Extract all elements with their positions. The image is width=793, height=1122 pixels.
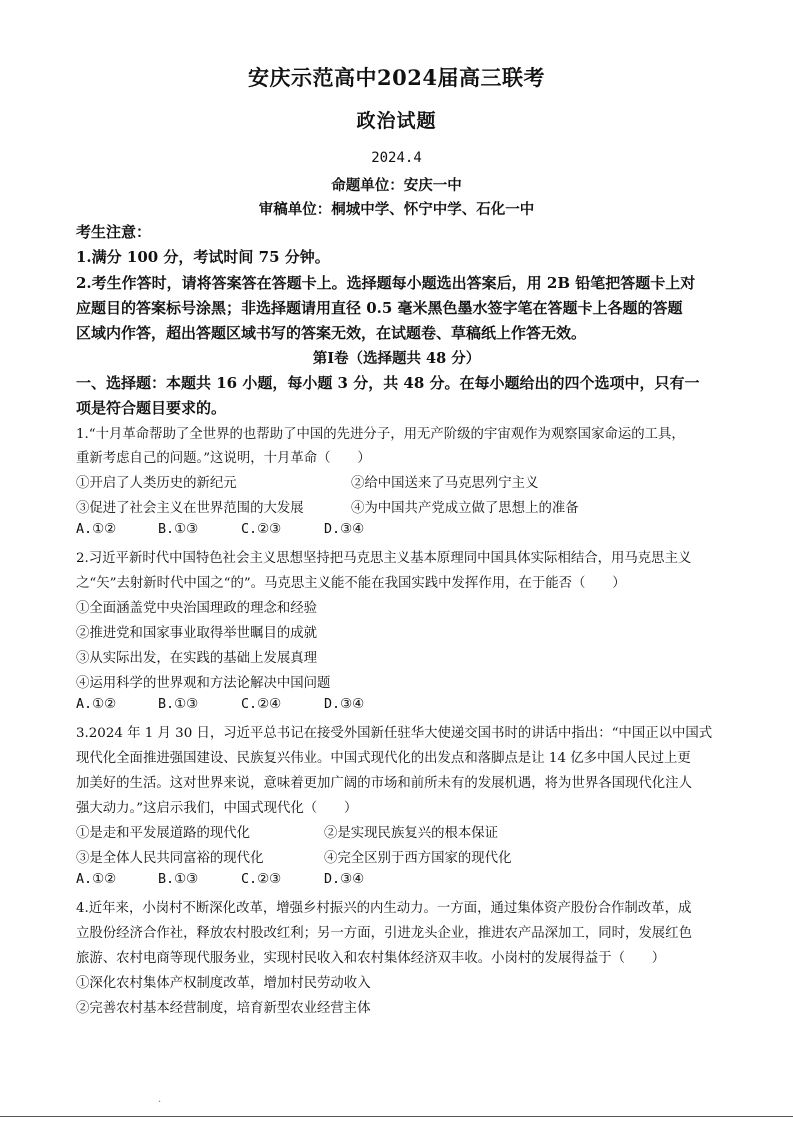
q3-option-1: ①是走和平发展道路的现代化 [76,826,251,841]
q4-stem-line-2: 立股份经济合作社，释放农村股改红利；另一方面，引进龙头企业，推进农产品深加工，同时，发展红色 [76,926,692,941]
notice-line-2a: 2.考生作答时，请将答案答在答题卡上。选择题每小题选出答案后，用 2B 铅笔把答题卡上对 [76,274,696,292]
q2-stem-line-1: 2.习近平新时代中国特色社会主义思想坚持把马克思主义基本原理同中国具体实际相结合，用马克思主义 [76,551,692,566]
q3-choice-a: A.①② [76,872,117,887]
q1-choice-b: B.①③ [158,522,199,537]
notice-line-2c: 区域内作答，超出答题区域书写的答案无效，在试题卷、草稿纸上作答无效。 [76,324,587,342]
q4-stem-line-3: 旅游、农村电商等现代服务业，实现村民收入和农村集体经济双丰收。小岗村的发展得益于（ ） [76,951,666,966]
section-title: 第Ⅰ卷（选择题共 48 分） [312,350,481,367]
q2-choice-a: A.①② [76,697,117,712]
footer-divider [0,1116,793,1117]
footer-mark: . [158,1094,162,1105]
exam-subject: 政治试题 [356,110,437,132]
q1-choice-a: A.①② [76,522,117,537]
q3-choice-b: B.①③ [158,872,199,887]
notice-line-1: 1.满分 100 分，考试时间 75 分钟。 [76,248,330,266]
section-instruction-2: 项是符合题目要求的。 [76,399,227,417]
q1-option-4: ④为中国共产党成立做了思想上的准备 [351,501,579,516]
q4-option-1: ①深化农村集体产权制度改革，增加村民劳动收入 [76,976,371,991]
q1-stem-line-2: 重新考虑自己的问题。”这说明，十月革命（ ） [76,451,371,466]
exam-title: 安庆示范高中2024届高三联考 [248,65,545,90]
q1-option-2: ②给中国送来了马克思列宁主义 [351,476,539,491]
q3-choice-c: C.②③ [241,872,282,887]
q2-choice-d: D.③④ [324,697,365,712]
setter-unit: 命题单位：安庆一中 [331,177,462,194]
q1-choice-d: D.③④ [324,522,365,537]
q2-option-1: ①全面涵盖党中央治国理政的理念和经验 [76,601,318,616]
q4-stem-line-1: 4.近年来，小岗村不断深化改革，增强乡村振兴的内生动力。一方面，通过集体资产股份合作制改革，成 [76,901,692,916]
q1-option-1: ①开启了人类历史的新纪元 [76,476,237,491]
q3-option-4: ④完全区别于西方国家的现代化 [324,851,512,866]
q4-option-2: ②完善农村基本经营制度，培育新型农业经营主体 [76,1001,371,1016]
notice-line-2b: 应题目的答案标号涂黑；非选择题请用直径 0.5 毫米黑色墨水签字笔在答题卡上各题的答题 [76,299,683,317]
q3-option-3: ③是全体人民共同富裕的现代化 [76,851,264,866]
notice-heading: 考生注意： [76,223,152,241]
q1-option-3: ③促进了社会主义在世界范围的大发展 [76,501,304,516]
q2-option-2: ②推进党和国家事业取得举世瞩目的成就 [76,626,318,641]
q1-stem-line-1: 1.“十月革命帮助了全世界的也帮助了中国的先进分子，用无产阶级的宇宙观作为观察国家命运的工具， [76,427,685,442]
exam-date: 2024.4 [371,150,422,166]
q2-choice-b: B.①③ [158,697,199,712]
q3-option-2: ②是实现民族复兴的根本保证 [324,826,499,841]
section-instruction-1: 一、选择题：本题共 16 小题，每小题 3 分，共 48 分。在每小题给出的四个选项中，只有一 [76,374,700,392]
q3-stem-line-3: 加美好的生活。这对世界来说，意味着更加广阔的市场和前所未有的发展机遇，将为世界各国现代化注人 [76,776,692,791]
q1-choice-c: C.②③ [241,522,282,537]
reviewer-unit: 审稿单位：桐城中学、怀宁中学、石化一中 [258,201,535,218]
q2-choice-c: C.②④ [241,697,282,712]
q2-option-4: ④运用科学的世界观和方法论解决中国问题 [76,676,331,691]
q3-choice-d: D.③④ [324,872,365,887]
q2-stem-line-2: 之“矢”去射新时代中国之“的”。马克思主义能不能在我国实践中发挥作用，在于能否（ ） [76,576,626,591]
q3-stem-line-2: 现代化全面推进强国建设、民族复兴伟业。中国式现代化的出发点和落脚点是让 14 亿多中国人民过上更 [76,751,691,766]
q2-option-3: ③从实际出发，在实践的基础上发展真理 [76,651,318,666]
q3-stem-line-4: 强大动力。”这启示我们，中国式现代化（ ） [76,801,358,816]
q3-stem-line-1: 3.2024 年 1 月 30 日，习近平总书记在接受外国新任驻华大使递交国书时的讲话中指出：“中国正以中国式 [76,726,713,741]
